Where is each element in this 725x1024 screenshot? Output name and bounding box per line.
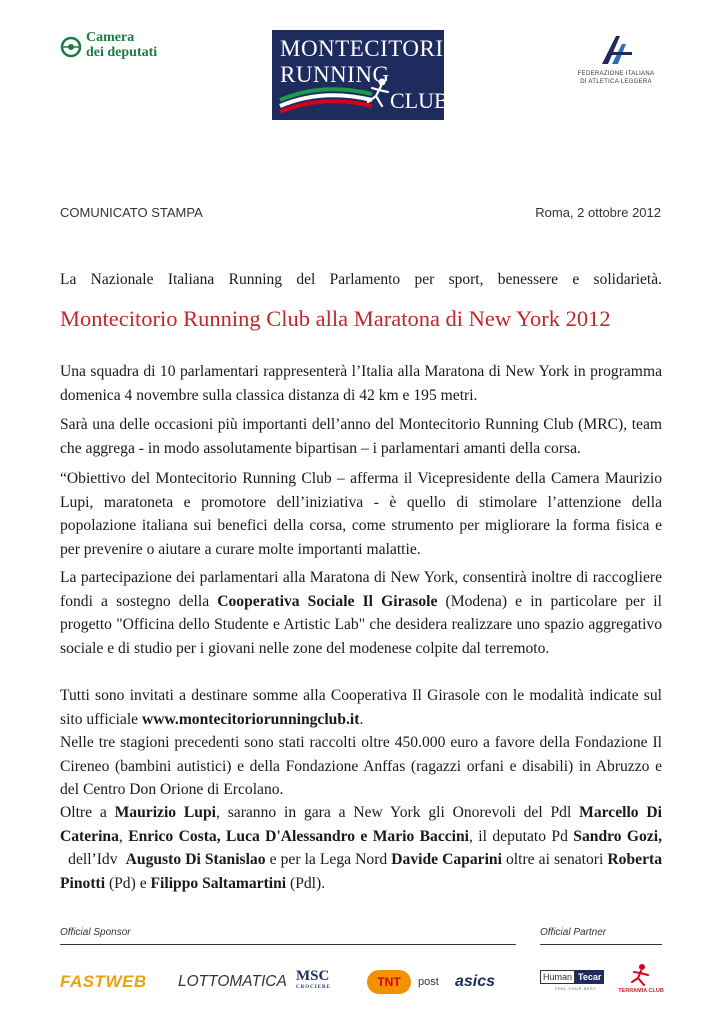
p6-t6: e per la Lega Nord [265,851,392,868]
montecitorio-running-club-logo [272,30,461,120]
camera-dei-deputati-logo [60,30,190,70]
mrc-logo-line1: MONTECITORIO [280,36,461,61]
subtitle: La Nazionale Italiana Running del Parlamento per sport, benessere e solidarietà. [60,271,662,288]
paragraph-3: “Obiettivo del Montecitorio Running Club – afferma il Vicepresidente della Camera Maurizio Lupi, maratoneta e promotore dell’iniziativa - è quello di stimolare l’attenzione della popolazione italiana sui benefici della corsa, come strumento per migliorare la forma fisica e per prevenire o aiutare a curare molte importanti malattie. [60,470,662,558]
fastweb-logo: FASTWEB [60,972,147,991]
p6-name-5: Augusto Di Stanislao [125,851,266,868]
fidal-logo [570,34,662,90]
paragraph-2: Sarà una delle occasioni più importanti dell’anno del Montecitorio Running Club (MRC), team che aggrega - in modo assolutamente bipartisan – i parlamentari amanti della corsa. [60,416,662,457]
p6-t8: (Pd) e [105,874,151,892]
paragraph-1: Una squadra di 10 parlamentari rappresenterà l’Italia alla Maratona di New York in programma domenica 4 novembre sulla classica distanza di 42 km e 195 metri. [60,363,662,404]
p4-text-c: (Modena) e in particolare per il progetto "Officina dello Studente e Artistic Lab" che desidera realizzare uno spazio aggregativo sociale e di studio per i giovani nelle zone del modenese colpite dal terremoto. [60,592,662,657]
p6-name-7: Roberta Pinotti [60,851,662,892]
p6-t2: , saranno in gara a New York gli Onorevoli del Pdl [215,804,580,821]
p6-name-2: Marcello Di Caterina [60,804,662,845]
fidal-logo-line2: DI ATLETICA LEGGERA [580,79,652,85]
msc-crociere-logo [296,968,331,996]
p6-t1: Oltre a [60,804,115,821]
asics-logo: asics [455,973,496,990]
msc-logo-subtext: CROCIERE [296,985,331,990]
p6-name-8: Filippo Saltamartini [150,874,287,892]
camera-logo-line1: Camera [86,30,135,45]
p6-t4: , il deputato Pd [469,827,574,845]
p5-text-c: . [359,710,364,728]
terramia-runner-icon [618,962,664,988]
p6-t5: dell’Idv [60,851,126,868]
p6-name-6: Davide Caparini [391,851,502,868]
website-link[interactable]: www.montecitoriorunningclub.it [142,710,360,728]
camera-logo-line2: dei deputati [86,45,158,60]
human-tecar-logo [540,970,612,984]
headline: Montecitorio Running Club alla Maratona di New York 2012 [60,306,611,331]
tnt-logo: TNT [367,970,411,994]
official-sponsor-label: Official Sponsor [60,927,131,938]
document-date: Roma, 2 ottobre 2012 [535,205,661,220]
official-partner-label: Official Partner [540,927,607,938]
sponsor-divider [60,944,516,945]
p5-text-d: Nelle tre stagioni precedenti sono stati raccolti oltre 450.000 euro a favore della Fondazione Il Cireneo (bambini autistici) e della Fondazione Anffas (ragazzi orfani e disabili) in Abruzzo e del Centro Don Orione di Ercolano. [60,734,662,798]
p5-text-a: Tutti sono invitati a destinare somme alla Cooperativa Il Girasole con le modalità indicate sul sito ufficiale [60,687,662,728]
p4-cooperativa: Cooperativa Sociale Il Girasole [217,592,438,610]
terramia-club-logo [618,962,664,998]
paragraph-6 [60,801,662,895]
paragraph-5 [60,684,662,802]
partner-divider [540,944,662,945]
terramia-club-text: TERRAMIA CLUB [618,988,664,994]
human-tecar-tecar: Tecar [575,970,604,984]
fidal-emblem-icon [598,34,634,66]
p4-text-a: La partecipazione dei parlamentari alla Maratona di New York, consentirà inoltre di raccogliere fondi a sostegno della [60,569,662,610]
p6-t9: (Pdl). [286,874,326,892]
tnt-post-logo: post [418,976,439,988]
p6-name-1: Maurizio Lupi [114,804,216,821]
p6-t3: , [118,827,129,845]
lottomatica-logo: LOTTOMATICA [178,973,287,990]
p6-t7: oltre ai senatori [501,851,608,868]
p6-name-4: Sandro Gozi, [573,827,663,845]
mrc-logo-line2: RUNNING [280,62,390,87]
camera-emblem-icon [60,32,82,62]
fidal-logo-line1: FEDERAZIONE ITALIANA [577,71,655,77]
human-tecar-human: Human [540,970,575,984]
camera-logo-text [86,30,157,60]
p6-name-3: Enrico Costa, Luca D'Alessandro e Mario Baccini [128,827,470,845]
msc-logo-text: MSC [296,968,330,984]
paragraph-4 [60,566,662,660]
fidal-logo-text [570,70,662,86]
mrc-logo-line3: CLUB [390,88,449,113]
document-type: COMUNICATO STAMPA [60,205,203,220]
human-tecar-tagline: FEEL YOUR BEST [555,986,597,991]
